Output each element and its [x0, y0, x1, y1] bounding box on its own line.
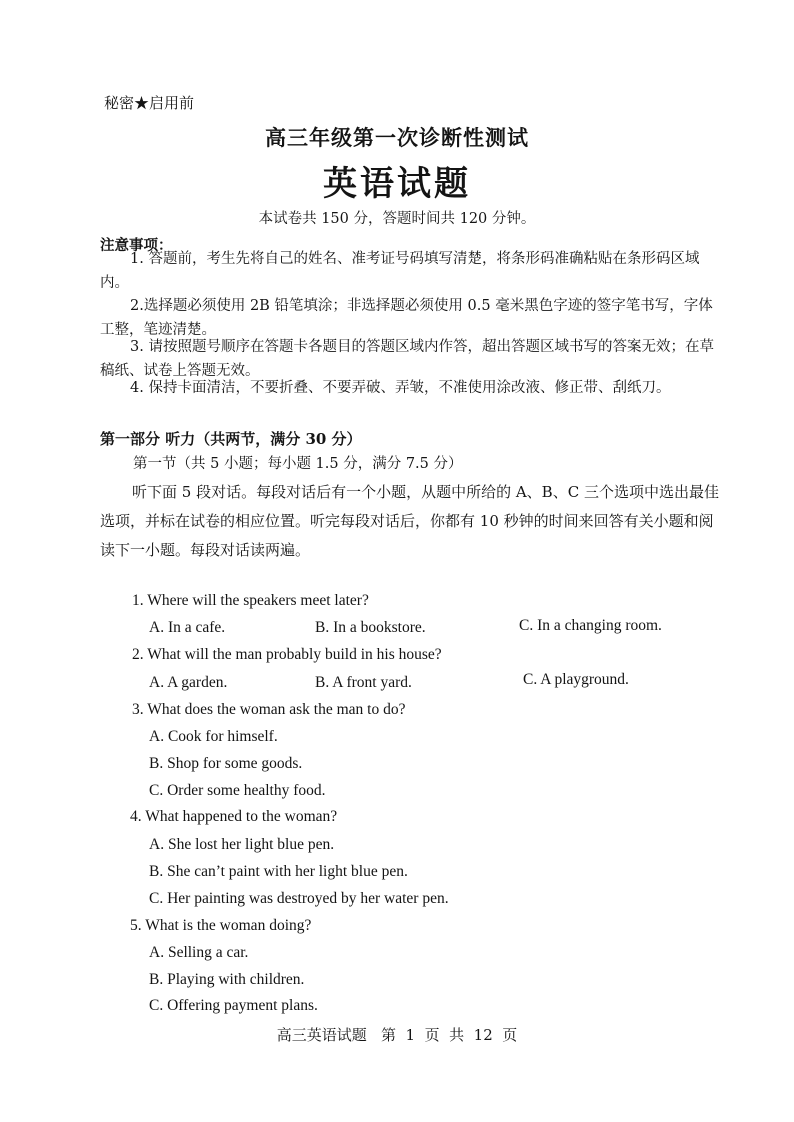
- notice-item-2: 2.选择题必须使用 2B 铅笔填涂；非选择题必须使用 0.5 毫米黑色字迹的签字笔书写，字体工整，笔迹清楚。: [100, 298, 713, 338]
- exam-info: 本试卷共 150 分，答题时间共 120 分钟。: [258, 211, 536, 227]
- notice-item-1: 1. 答题前，考生先将自己的姓名、准考证号码填写清楚，将条形码准确粘贴在条形码区域内。: [100, 251, 700, 291]
- option-a: A. In a cafe.: [149, 619, 226, 636]
- option-c: C. A playground.: [523, 671, 629, 688]
- option-b: B. Shop for some goods.: [149, 755, 303, 772]
- option-b: B. A front yard.: [315, 674, 412, 691]
- question-stem: 2. What will the man probably build in his house?: [132, 646, 442, 663]
- part-heading: 第一部分 听力（共两节，满分 30 分）: [100, 430, 362, 448]
- section-heading: 第一节（共 5 小题；每小题 1.5 分，满分 7.5 分）: [133, 456, 463, 472]
- option-a: A. A garden.: [149, 674, 228, 691]
- option-c: C. Order some healthy food.: [149, 782, 326, 799]
- notice-item-4: 4. 保持卡面清洁，不要折叠、不要弄破、弄皱，不准使用涂改液、修正带、刮纸刀。: [130, 380, 671, 396]
- exam-title: 高三年级第一次诊断性测试: [265, 125, 529, 150]
- question-stem: 5. What is the woman doing?: [130, 917, 312, 934]
- option-a: A. Cook for himself.: [149, 728, 278, 745]
- option-c: C. Offering payment plans.: [149, 997, 318, 1014]
- question-stem: 1. Where will the speakers meet later?: [132, 592, 369, 609]
- option-c: C. In a changing room.: [519, 617, 662, 634]
- confidential-label: 秘密★启用前: [104, 94, 195, 112]
- notice-heading: 注意事项：: [100, 237, 173, 254]
- option-b: B. In a bookstore.: [315, 619, 426, 636]
- option-a: A. Selling a car.: [149, 944, 249, 961]
- page-footer: 高三英语试题 第 1 页 共 12 页: [276, 1026, 518, 1044]
- notice-item-3: 3. 请按照题号顺序在答题卡各题目的答题区域内作答，超出答题区域书写的答案无效；在草稿纸、试卷上答题无效。: [100, 339, 714, 379]
- option-c: C. Her painting was destroyed by her water pen.: [149, 890, 449, 907]
- question-stem: 3. What does the woman ask the man to do?: [132, 701, 406, 718]
- question-stem: 4. What happened to the woman?: [130, 808, 338, 825]
- option-a: A. She lost her light blue pen.: [149, 836, 335, 853]
- option-b: B. She can’t paint with her light blue pen.: [149, 863, 408, 880]
- listening-instructions: 听下面 5 段对话。每段对话后有一个小题，从题中所给的 A、B、C 三个选项中选出最佳选项，并标在试卷的相应位置。听完每段对话后，你都有 10 秒钟的时间来回答有关小题和阅读下一小题。每段对话读两遍。: [100, 483, 719, 559]
- subject-title: 英语试题: [323, 164, 471, 204]
- option-b: B. Playing with children.: [149, 971, 305, 988]
